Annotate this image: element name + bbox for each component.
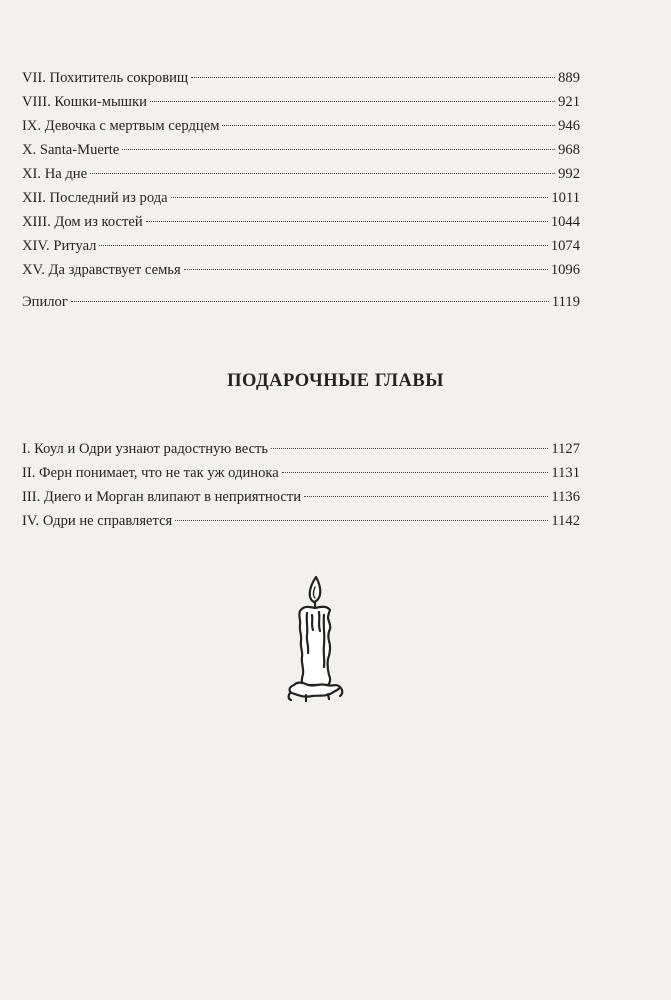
table-of-contents (22, 66, 580, 314)
toc-entry-title: IX. Девочка с мертвым сердцем (22, 118, 220, 134)
toc-entry (22, 138, 580, 162)
dot-leader (191, 77, 555, 78)
toc-entry (22, 234, 580, 258)
dot-leader (122, 149, 555, 150)
dot-leader (90, 173, 555, 174)
toc-entry-title: IV. Одри не справляется (22, 513, 173, 529)
toc-entry (22, 210, 580, 234)
dot-leader (150, 101, 555, 102)
toc-entry-title: III. Диего и Морган влипают в неприятности (22, 489, 302, 505)
toc-entry (22, 162, 580, 186)
section-heading: ПОДАРОЧНЫЕ ГЛАВЫ (227, 371, 444, 391)
toc-entry-page: 968 (558, 142, 580, 158)
dot-leader (99, 245, 547, 246)
toc-entry-page: 1131 (551, 465, 580, 481)
toc-entry-title: XI. На дне (22, 166, 88, 182)
toc-entry-title: X. Santa-Muerte (22, 142, 120, 158)
toc-entry (22, 509, 580, 533)
candle-icon (284, 575, 346, 703)
toc-entry (22, 186, 580, 210)
dot-leader (282, 472, 549, 473)
toc-entry-title: II. Ферн понимает, что не так уж одинока (22, 465, 279, 481)
toc-entry-title: XV. Да здравствует семья (22, 262, 181, 278)
toc-entry-page: 1119 (551, 294, 580, 310)
toc-entry-title: VIII. Кошки-мышки (22, 94, 147, 110)
toc-entry-title: XIII. Дом из костей (22, 214, 143, 230)
toc-entry-page: 1136 (551, 489, 580, 505)
bonus-chapters-list (22, 437, 580, 533)
toc-entry (22, 485, 580, 509)
toc-entry-title: Эпилог (22, 294, 68, 310)
dot-leader (184, 269, 548, 270)
toc-entry (22, 90, 580, 114)
dot-leader (304, 496, 548, 497)
toc-entry-title: VII. Похититель сокровищ (22, 70, 189, 86)
toc-entry (22, 258, 580, 282)
toc-entry-page: 1011 (551, 190, 580, 206)
toc-entry-page: 921 (558, 94, 580, 110)
toc-entry-page: 992 (558, 166, 580, 182)
toc-entry-page: 1044 (550, 214, 580, 230)
toc-entry-title: XIV. Ритуал (22, 238, 97, 254)
toc-entry-page: 1142 (551, 513, 580, 529)
dot-leader (171, 197, 549, 198)
toc-entry-page: 1074 (550, 238, 580, 254)
dot-leader (175, 520, 548, 521)
dot-leader (271, 448, 548, 449)
toc-entry-page: 1096 (550, 262, 580, 278)
dot-leader (71, 301, 549, 302)
toc-entry-page: 889 (558, 70, 580, 86)
toc-entry-page: 1127 (551, 441, 580, 457)
toc-entry (22, 66, 580, 90)
toc-entry-title: I. Коул и Одри узнают радостную весть (22, 441, 269, 457)
dot-leader (146, 221, 548, 222)
dot-leader (222, 125, 555, 126)
toc-entry (22, 114, 580, 138)
toc-entry (22, 437, 580, 461)
toc-entry (22, 461, 580, 485)
toc-entry-epilogue (22, 290, 580, 314)
toc-entry-page: 946 (558, 118, 580, 134)
toc-entry-title: XII. Последний из рода (22, 190, 168, 206)
